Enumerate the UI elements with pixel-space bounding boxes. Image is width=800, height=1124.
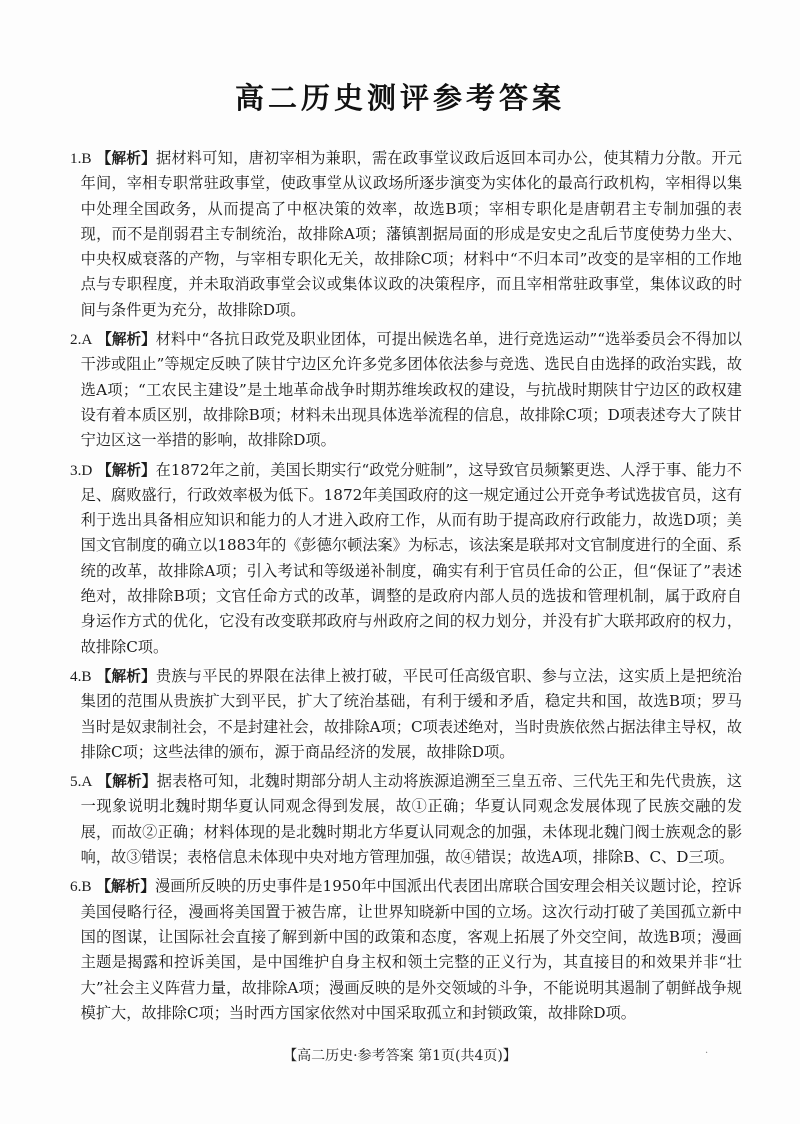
footer-dot: · xyxy=(705,1048,709,1059)
answer-text: 据表格可知，北魏时期部分胡人主动将族源追溯至三皇五帝、三代先王和先代贵族，这一现象说明北魏时期华夏认同观念得到发展，故①正确；华夏认同观念发展体现了民族交融的发展，而故②正确；材料体现的是北魏时期北方华夏认同观念的加强，未体现北魏门阀士族观念的影响，故③错误；表格信息未体现中央对地方管理加强，故④错误；故选A项，排除B、C、D三项。 xyxy=(80,772,743,867)
analysis-tag: 【解析】 xyxy=(96,667,156,685)
answer-number: 3.D xyxy=(70,461,93,479)
answer-item-3 xyxy=(70,458,742,660)
answer-number: 5.A xyxy=(70,773,93,791)
page-footer: 【高二历史·参考答案 第1页(共4页)】 xyxy=(283,1048,517,1064)
answer-text: 漫画所反映的历史事件是1950年中国派出代表团出席联合国安理会相关议题讨论，控诉美国侵略行径，漫画将美国置于被告席，让世界知晓新中国的立场。这次行动打破了美国孤立新中国的图谋，让国际社会直接了解到新中国的政策和态度，客观上拓展了外交空间，故选B项；漫画主题是揭露和控诉美国，是中国维护自身主权和领土完整的正义行为，其直接目的和效果并非“壮大”社会主义阵营力量，故排除A项；漫画反映的是外交领域的斗争，不能说明其遏制了朝鲜战争规模扩大，故排除C项；当时西方国家依然对中国采取孤立和封锁政策，故排除D项。 xyxy=(80,877,742,1022)
answer-item-4 xyxy=(70,664,742,765)
answer-text: 材料中“各抗日政党及职业团体，可提出候选名单，进行竞选运动”“选举委员会不得加以干涉或阻止”等规定反映了陕甘宁边区允许多党多团体依法参与竞选、选民自由选择的政治实践，故选A项；“工农民主建设”是土地革命战争时期苏维埃政权的建设，与抗战时期陕甘宁边区的政权建设有着本质区别，故排除B项；材料未出现具体选举流程的信息，故排除C项；D项表述夸大了陕甘宁边区这一举措的影响，故排除D项。 xyxy=(80,330,742,450)
analysis-tag: 【解析】 xyxy=(97,773,157,791)
analysis-tag: 【解析】 xyxy=(97,461,156,479)
answer-number: 2.A xyxy=(70,331,93,349)
page-title: 高二历史测评参考答案 xyxy=(234,81,565,115)
answer-item-6 xyxy=(70,874,742,1026)
answer-text: 据材料可知，唐初宰相为兼职，需在政事堂议政后返回本司办公，使其精力分散。开元年间，宰相专职常驻政事堂，使政事堂从议政场所逐步演变为实体化的最高行政机构，宰相得以集中处理全国政务，从而提高了中枢决策的效率，故选B项；宰相专职化是唐朝君主专制加强的表现，而不是削弱君主专制统治，故排除A项；藩镇割据局面的形成是安史之乱后节度使势力坐大、中央权威衰落的产物，与宰相专职化无关，故排除C项；材料中“不归本司”改变的是宰相的工作地点与专职程度，并未取消政事堂会议或集体议政的决策程序，而且宰相常驻政事堂，集体议政的时间与条件更为充分，故排除D项。 xyxy=(80,149,742,319)
analysis-tag: 【解析】 xyxy=(96,878,155,896)
answer-number: 4.B xyxy=(70,667,92,685)
answer-number: 6.B xyxy=(70,878,92,896)
answer-item-5 xyxy=(70,769,742,870)
analysis-tag: 【解析】 xyxy=(97,331,156,349)
answer-number: 1.B xyxy=(70,150,92,167)
answer-item-1 xyxy=(70,146,742,323)
answer-text: 在1872年之前，美国长期实行“政党分赃制”，这导致官员频繁更迭、人浮于事、能力不足、腐败盛行，行政效率极为低下。1872年美国政府的这一规定通过公开竞争考试选拔官员，这有利于选出具备相应知识和能力的人才进入政府工作，从而有助于提高政府行政能力，故选D项；美国文官制度的确立以1883年的《彭德尔顿法案》为标志，该法案是联邦对文官制度进行的全面、系统的改革，故排除A项；引入考试和等级递补制度，确实有利于官员任命的公正，但“保证了”表述绝对，故排除B项；文官任命方式的改革，调整的是政府内部人员的选拔和管理机制，属于政府自身运作方式的优化，它没有改变联邦政府与州政府之间的权力划分，并没有扩大联邦政府的权力，故排除C项。 xyxy=(80,460,742,656)
answer-text: 贵族与平民的界限在法律上被打破，平民可任高级官职、参与立法，这实质上是把统治集团的范围从贵族扩大到平民，扩大了统治基础，有利于缓和矛盾，稳定共和国，故选B项；罗马当时是奴隶制社会，不是封建社会，故排除A项；C项表述绝对，当时贵族依然占据法律主导权，故排除C项；这些法律的颁布，源于商品经济的发展，故排除D项。 xyxy=(80,666,742,761)
answer-list xyxy=(70,146,742,1030)
answer-item-2 xyxy=(70,327,742,453)
analysis-tag: 【解析】 xyxy=(96,150,156,167)
